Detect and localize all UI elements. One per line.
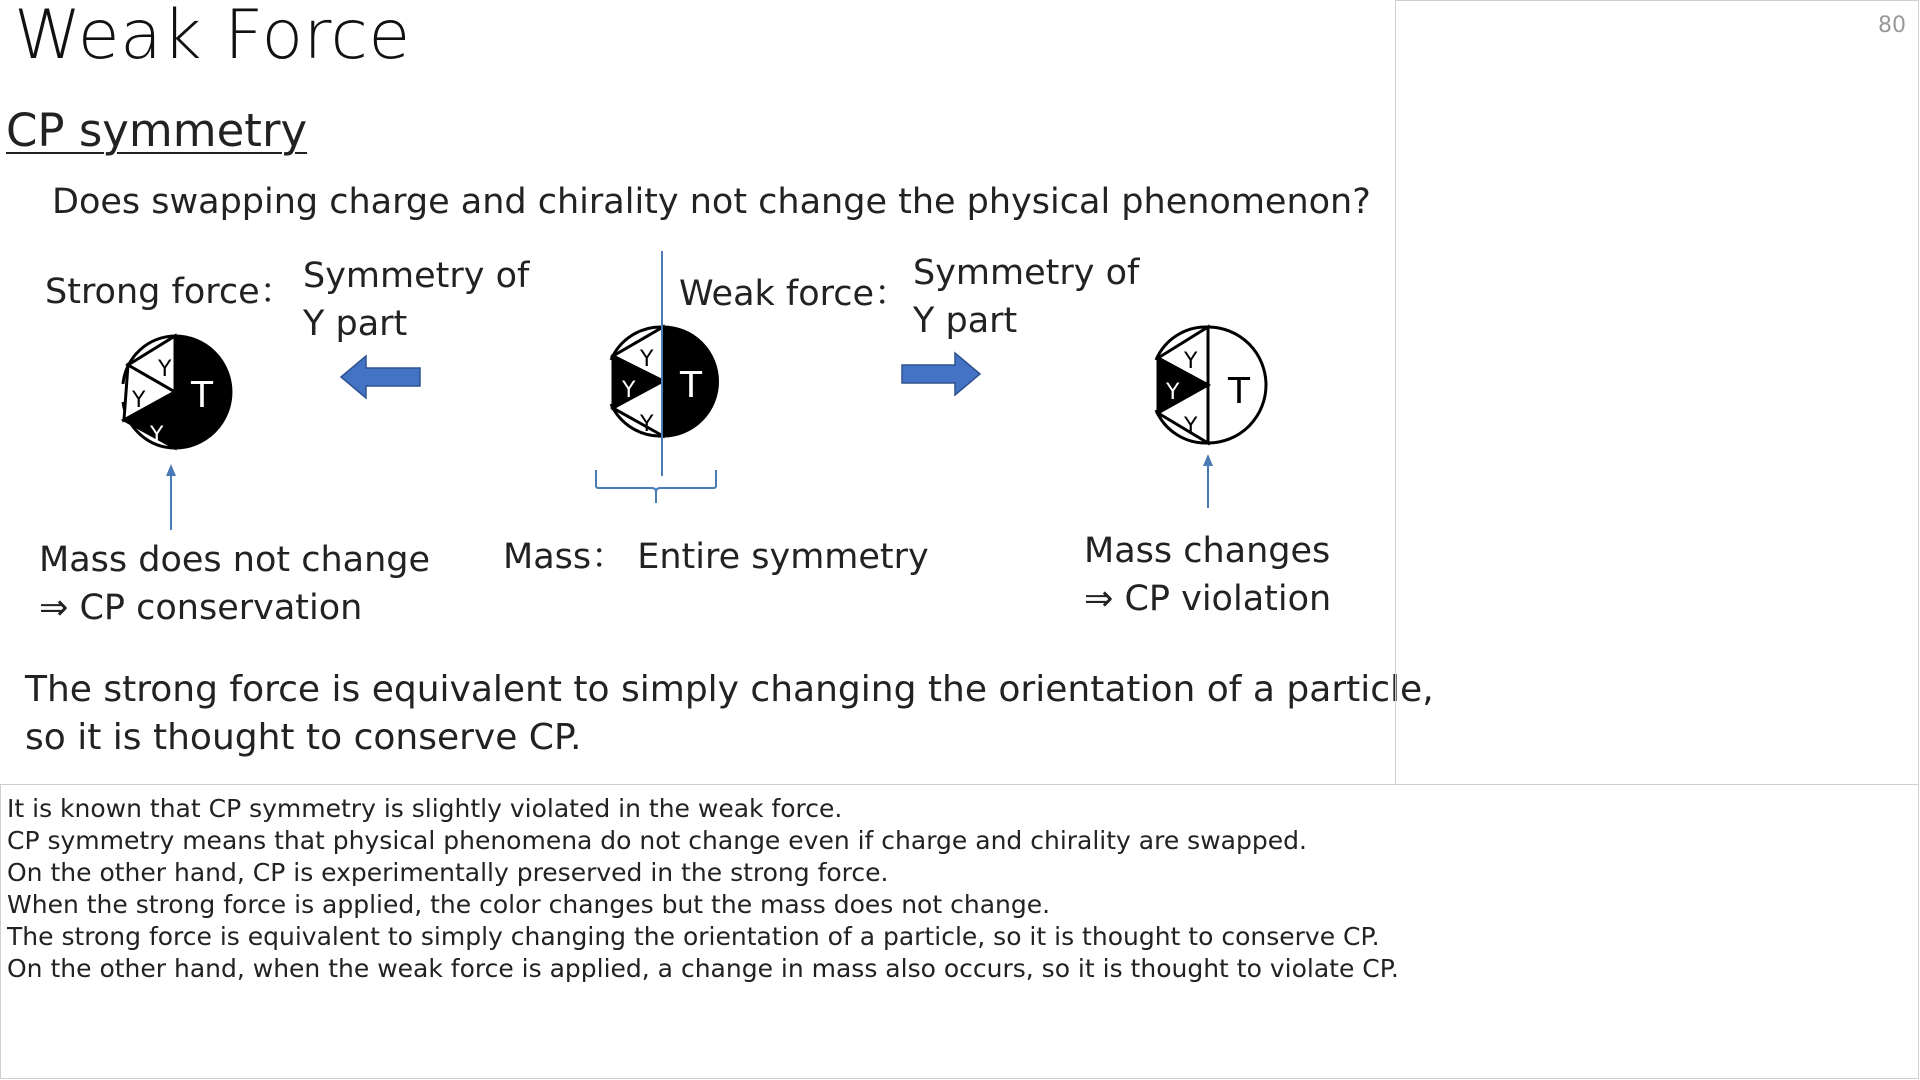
summary-line-1: The strong force is equivalent to simply changing the orientation of a particle,	[25, 669, 1434, 710]
center-y-letter-1: Y	[640, 347, 654, 372]
weak-force-label: Weak force：	[679, 274, 910, 314]
center-y-letter-2: Y	[622, 378, 636, 403]
left-arrow-icon	[341, 356, 420, 398]
center-t-letter: T	[680, 365, 702, 406]
weak-symmetry-line1: Symmetry of	[913, 253, 1140, 293]
right-arrow-icon	[902, 353, 980, 395]
strong-mass-line1: Mass does not change	[39, 540, 431, 580]
side-panel	[1395, 0, 1919, 784]
weak-y-letter-3: Y	[1184, 414, 1198, 439]
strong-y-letter-2: Y	[132, 388, 146, 413]
strong-t-letter: T	[191, 375, 213, 416]
slide-title: Weak Force	[14, 0, 411, 75]
notes-line: When the strong force is applied, the color changes but the mass does not change.	[7, 890, 1051, 919]
summary-line-2: so it is thought to conserve CP.	[25, 717, 582, 758]
strong-symmetry-line1: Symmetry of	[303, 256, 530, 296]
weak-symmetry-line2: Y part	[913, 301, 1018, 341]
strong-force-label: Strong force：	[45, 272, 295, 312]
strong-y-letter-3: Y	[150, 423, 164, 448]
question-text: Does swapping charge and chirality not change the physical phenomenon?	[52, 182, 1371, 222]
weak-mass-line1: Mass changes	[1084, 531, 1331, 571]
notes-line: On the other hand, when the weak force is applied, a change in mass also occurs, so it is thought to violate CP.	[7, 954, 1399, 983]
strong-particle	[123, 336, 231, 448]
weak-y-letter-2: Y	[1166, 380, 1180, 405]
strong-symmetry-line2: Y part	[303, 304, 408, 344]
strong-mass-line2: ⇒ CP conservation	[39, 588, 363, 628]
weak-y-letter-1: Y	[1184, 349, 1198, 374]
weak-t-letter: T	[1228, 371, 1250, 412]
speaker-notes[interactable]	[0, 784, 1919, 1079]
center-particle	[611, 327, 718, 437]
brace-icon	[596, 470, 716, 503]
notes-line: CP symmetry means that physical phenomena do not change even if charge and chirality are swapped.	[7, 826, 1307, 855]
notes-line: It is known that CP symmetry is slightly violated in the weak force.	[7, 794, 843, 823]
weak-particle	[1156, 327, 1266, 443]
notes-line: On the other hand, CP is experimentally preserved in the strong force.	[7, 858, 889, 887]
slide-subtitle: CP symmetry	[6, 104, 308, 157]
strong-y-letter-1: Y	[158, 357, 172, 382]
notes-line: The strong force is equivalent to simply changing the orientation of a particle, so it is thought to conserve CP.	[7, 922, 1380, 951]
center-mass-label: Mass： Entire symmetry	[503, 537, 929, 577]
center-y-letter-3: Y	[640, 412, 654, 437]
weak-mass-line2: ⇒ CP violation	[1084, 579, 1332, 619]
page-number: 80	[1878, 13, 1906, 38]
